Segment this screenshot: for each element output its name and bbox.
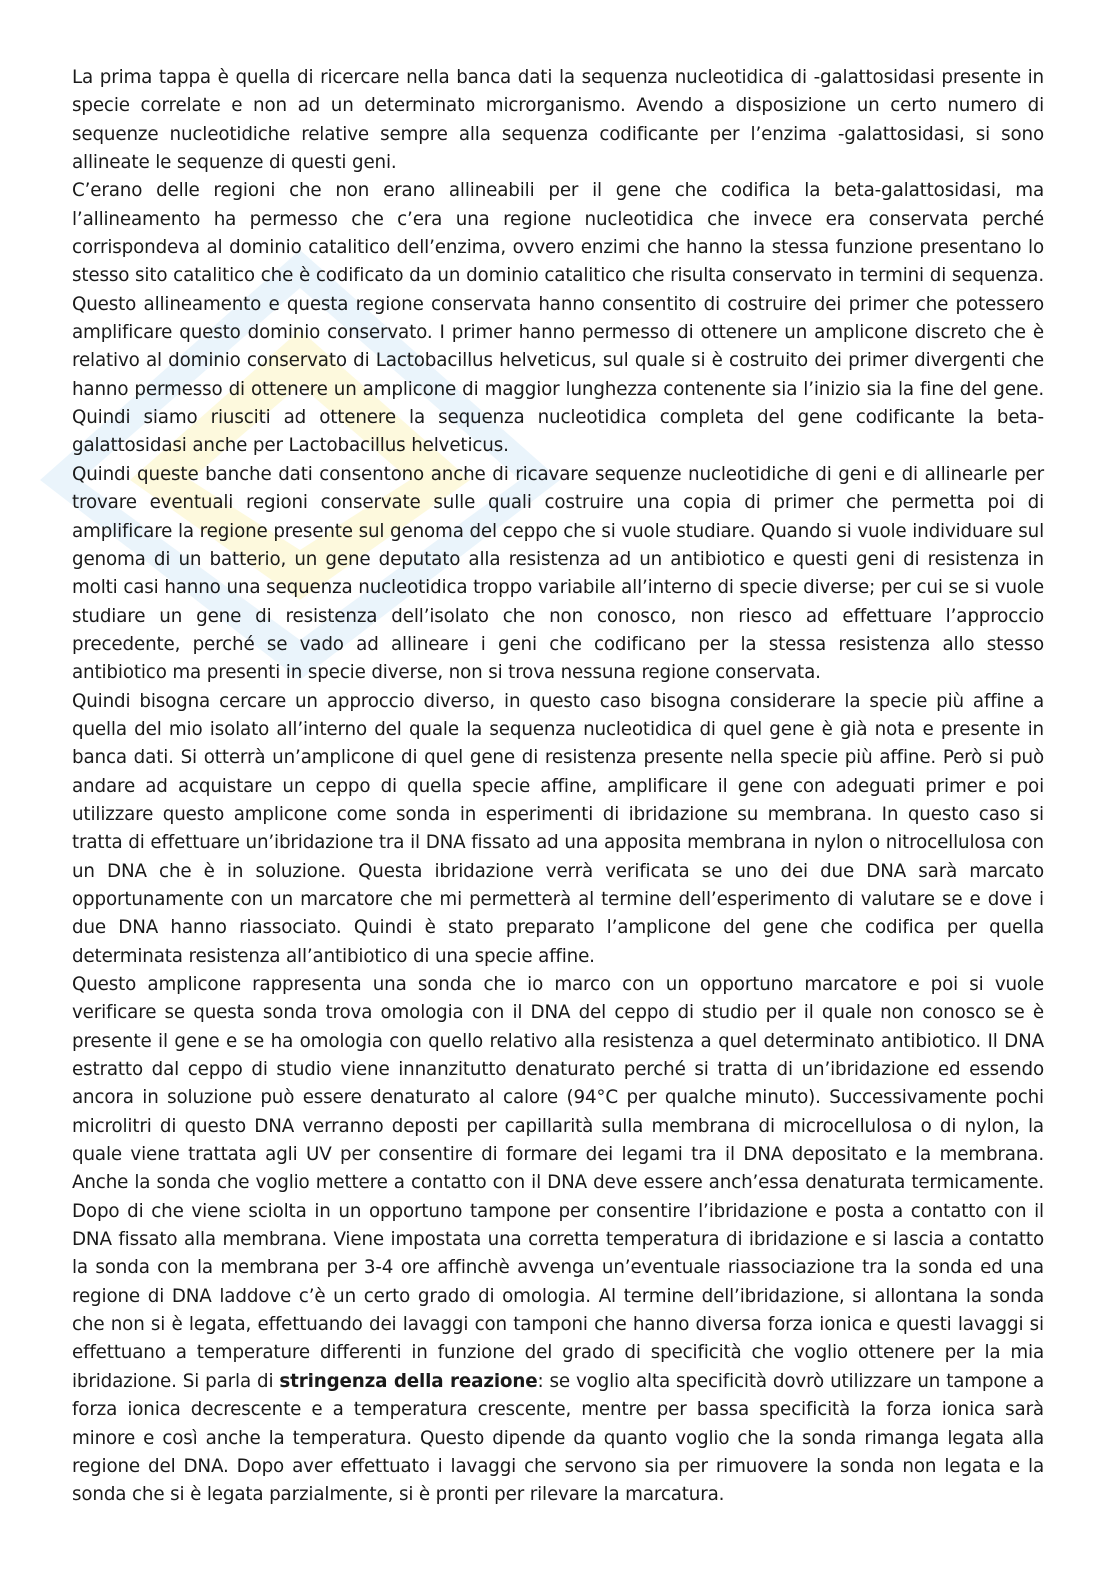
paragraph-5 bbox=[72, 971, 1044, 1510]
paragraph-5-text-before: Questo amplicone rappresenta una sonda che io marco con un opportuno marcatore e poi si vuole verificare se questa sonda trova omologia con il DNA del ceppo di studio per il quale non conosco se è presente il gene e se ha omologia con quello relativo alla resistenza a quel determinato antibiotico. Il DNA estratto dal ceppo di studio viene innanzitutto denaturato perché si tratta di un’ibridazione ed essendo ancora in soluzione può essere denaturato al calore (94°C per qualche minuto). Successivamente pochi microlitri di questo DNA verranno deposti per capillarità sulla membrana di microcellulosa o di nylon, la quale viene trattata agli UV per consentire di formare dei legami tra il DNA depositato e la membrana. Anche la sonda che voglio mettere a contatto con il DNA deve essere anch’essa denaturata termicamente. Dopo di che viene sciolta in un opportuno tampone per consentire l’ibridazione e posta a contatto con il DNA fissato alla membrana. Viene impostata una corretta temperatura di ibridazione e si lascia a contatto la sonda con la membrana per 3-4 ore affinchè avvenga un’eventuale riassociazione tra la sonda ed una regione di DNA laddove c’è un certo grado di omologia. Al termine dell’ibridazione, si allontana la sonda che non si è legata, effettuando dei lavaggi con tamponi che hanno diversa forza ionica e questi lavaggi si effettuano a temperature differenti in funzione del grado di specificità che voglio ottenere per la mia ibridazione. Si parla di bbox=[72, 974, 1044, 1392]
paragraph-3: Quindi queste banche dati consentono anche di ricavare sequenze nucleotidiche di geni e di allinearle per trovare eventuali regioni conservate sulle quali costruire una copia di primer che permetta poi di amplificare la regione presente sul genoma del ceppo che si vuole studiare. Quando si vuole individuare sul genoma di un batterio, un gene deputato alla resistenza ad un antibiotico e questi geni di resistenza in molti casi hanno una sequenza nucleotidica troppo variabile all’interno di specie diverse; per cui se si vuole studiare un gene di resistenza dell’isolato che non conosco, non riesco ad effettuare l’approccio precedente, perché se vado ad allineare i geni che codificano per la stessa resistenza allo stesso antibiotico ma presenti in specie diverse, non si trova nessuna regione conservata. bbox=[72, 463, 1044, 684]
paragraph-2: C’erano delle regioni che non erano allineabili per il gene che codifica la beta-galattosidasi, ma l’allineamento ha permesso che c’era una regione nucleotidica che invece era conservata perché corrispondeva al dominio catalitico dell’enzima, ovvero enzimi che hanno la stessa funzione presentano lo stesso sito catalitico che è codificato da un dominio catalitico che risulta conservato in termini di sequenza. Questo allineamento e questa regione conservata hanno consentito di costruire dei primer che potessero amplificare questo dominio conservato. I primer hanno permesso di ottenere un amplicone discreto che è relativo al dominio conservato di Lactobacillus helveticus, sul quale si è costruito dei primer divergenti che hanno permesso di ottenere un amplicone di maggior lunghezza contenente sia l’inizio sia la fine del gene. Quindi siamo riusciti ad ottenere la sequenza nucleotidica completa del gene codificante la beta-galattosidasi anche per Lactobacillus helveticus. bbox=[72, 180, 1044, 457]
paragraph-4: Quindi bisogna cercare un approccio diverso, in questo caso bisogna considerare la specie più affine a quella del mio isolato all’interno del quale la sequenza nucleotidica di quel gene è già nota e presente in banca dati. Si otterrà un’amplicone di quel gene di resistenza presente nella specie più affine. Però si può andare ad acquistare un ceppo di quella specie affine, amplificare il gene con adeguati primer e poi utilizzare questo amplicone come sonda in esperimenti di ibridazione su membrana. In questo caso si tratta di effettuare un’ibridazione tra il DNA fissato ad una apposita membrana in nylon o nitrocellulosa con un DNA che è in soluzione. Questa ibridazione verrà verificata se uno dei due DNA sarà marcato opportunamente con un marcatore che mi permetterà al termine dell’esperimento di valutare se e dove i due DNA hanno riassociato. Quindi è stato preparato l’amplicone del gene che codifica per quella determinata resistenza all’antibiotico di una specie affine. bbox=[72, 690, 1044, 967]
document-body bbox=[72, 64, 1044, 1510]
paragraph-5-text-after: : se voglio alta specificità dovrò utilizzare un tampone a forza ionica decrescente e a temperatura crescente, mentre per bassa specificità la forza ionica sarà minore e così anche la temperatura. Questo dipende da quanto voglio che la sonda rimanga legata alla regione del DNA. Dopo aver effettuato i lavaggi che servono sia per rimuovere la sonda non legata e la sonda che si è legata parzialmente, si è pronti per rilevare la marcatura. bbox=[72, 1370, 1045, 1506]
bold-term-stringenza: stringenza della reazione bbox=[279, 1370, 538, 1392]
paragraph-1: La prima tappa è quella di ricercare nella banca dati la sequenza nucleotidica di -galattosidasi presente in specie correlate e non ad un determinato microrganismo. Avendo a disposizione un certo numero di sequenze nucleotidiche relative sempre alla sequenza codificante per l’enzima -galattosidasi, si sono allineate le sequenze di questi geni. bbox=[72, 67, 1044, 174]
